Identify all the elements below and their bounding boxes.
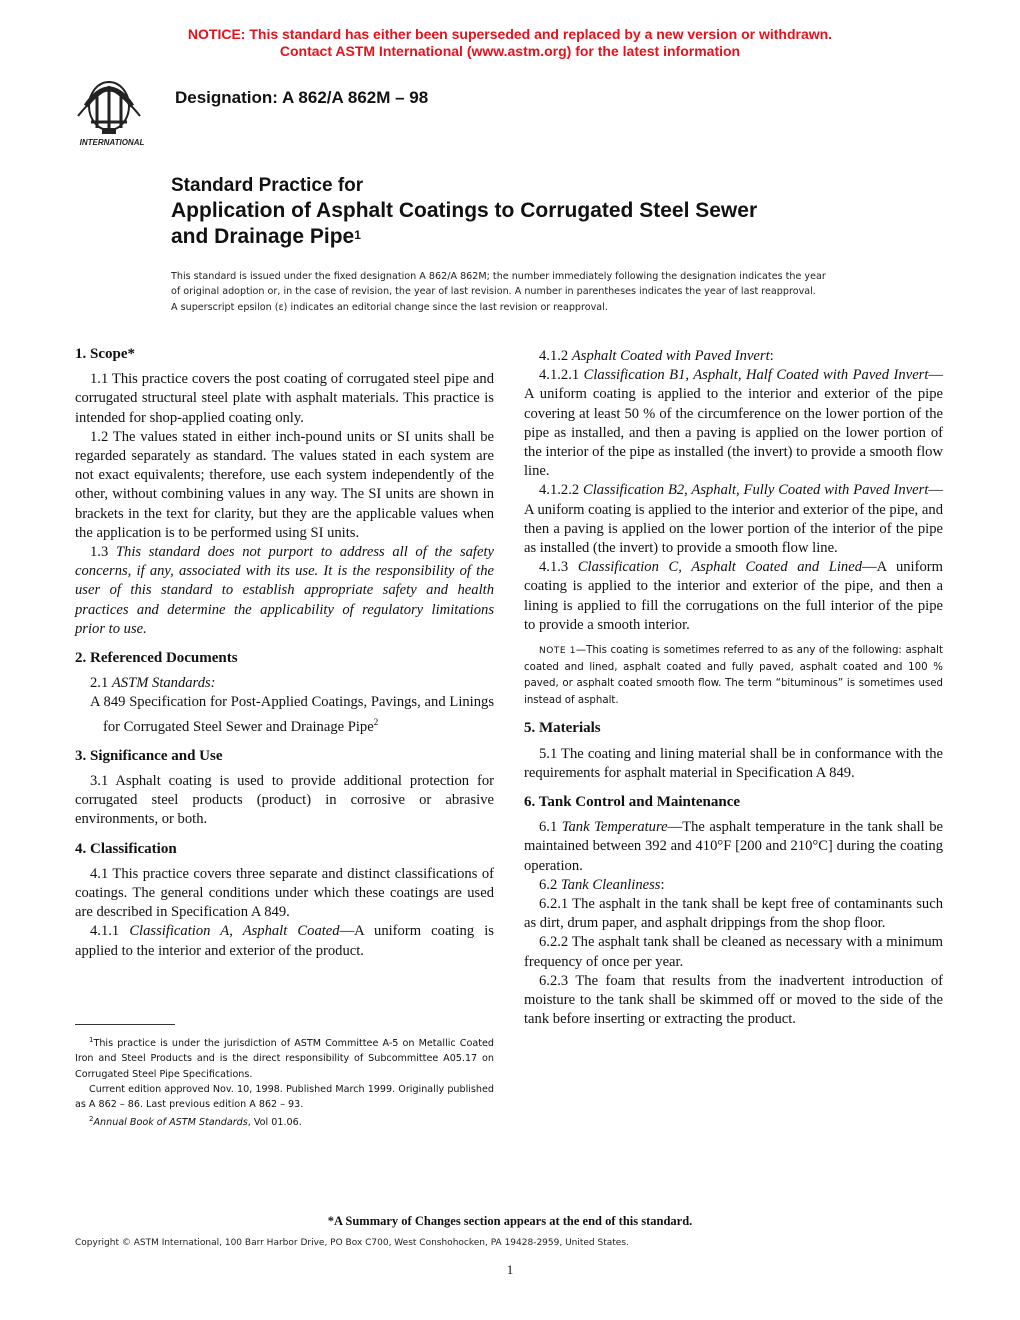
issued-line-2: of original adoption or, in the case of revision, the year of last revision. A number in parentheses indicates the year of last reapproval. [171,286,816,298]
title-footnote-mark: 1 [354,228,361,242]
para-6-2-3: 6.2.3 The foam that results from the inadvertent introduction of moisture to the tank shall be skimmed off or moved to the side of the tank before inserting or extracting the product. [524,972,943,1028]
para-4-1-2-2 [524,481,943,558]
para-1-1: 1.1 This practice covers the post coating of corrugated steel pipe and corrugated structural steel plate with asphalt materials. This practice is intended for shop-applied coating only. [75,371,494,426]
para-4-1-3-term: Classification C, Asphalt Coated and Lined [577,559,863,576]
notice-line-2: Contact ASTM International (www.astm.org) for the latest information [279,43,741,59]
para-4-1-2-colon: : [769,348,774,364]
para-4-1-2-1 [524,366,943,481]
para-4-1-1-term: Classification A, Asphalt Coated [129,923,340,940]
para-6-2-term: Tank Cleanliness [560,876,661,893]
section-heading-tank-control: 6. Tank Control and Maintenance [524,794,741,811]
para-4-1-1 [75,922,494,960]
para-3-1: 3.1 Asphalt coating is used to provide additional protection for corrugated steel products (product) in corrosive or abrasive environments, or both. [75,772,494,828]
para-6-2-num: 6.2 [539,876,561,893]
title-line-3 [171,224,871,250]
title-line-1: Standard Practice for [171,175,364,196]
designation: Designation: A 862/A 862M – 98 [175,88,429,107]
para-2-1-text: ASTM Standards: [111,675,216,692]
footnote-1-edition: Current edition approved Nov. 10, 1998. Published March 1999. Originally published as A 862 – 86. Last previous edition A 862 – 93. [75,1083,494,1110]
reference-a849 [75,693,494,736]
para-2-1 [75,674,494,693]
issued-line-1: This standard is issued under the fixed designation A 862/A 862M; the number immediately following the designation indicates the year [171,271,826,282]
para-4-1-2-term: Asphalt Coated with Paved Invert [571,348,770,364]
copyright: Copyright © ASTM International, 100 Barr Harbor Drive, PO Box C700, West Conshohocken, PA 19428-2959, United States. [75,1238,629,1248]
left-column [75,345,494,961]
title-line-3-text: and Drainage Pipe [171,225,355,248]
right-column [524,347,943,1029]
para-6-2-2: 6.2.2 The asphalt tank shall be cleaned as necessary with a minimum frequency of once per year. [524,934,943,970]
notice-line-1: NOTICE: This standard has either been superseded and replaced by a new version or withdrawn. [187,26,833,42]
section-heading-scope: 1. Scope* [75,346,135,362]
para-1-3 [75,543,494,639]
para-6-1-term: Tank Temperature [561,819,668,836]
footnote-2 [75,1112,494,1130]
para-4-1-2-1-text: —A uniform coating is applied to the interior and exterior of the pipe covering at least 50 % of the circumference on the lower portion of the pipe as installed, and then a paving is applied on the lower portion of the interior of the pipe as installed (the invert) to provide a smooth flow line. [524,367,943,480]
issued-line-3: A superscript epsilon (ε) indicates an editorial change since the last revision or reapproval. [171,301,608,313]
reference-a849-mark: 2 [373,716,379,727]
para-4-1-3 [524,558,943,635]
para-6-2-colon: : [660,876,665,893]
para-4-1-2-2-num: 4.1.2.2 [539,482,583,499]
footnote-2-text: , Vol 01.06. [247,1117,302,1129]
section-heading-classification: 4. Classification [75,840,177,857]
para-6-2 [524,876,943,895]
logo-text: INTERNATIONAL [79,138,145,147]
title-line-2: Application of Asphalt Coatings to Corrugated Steel Sewer [171,199,758,222]
summary-of-changes-note: *A Summary of Changes section appears at the end of this standard. [327,1214,693,1228]
astm-logo-icon [64,76,160,148]
para-6-2-1: 6.2.1 The asphalt in the tank shall be kept free of contaminants such as dirt, drum paper, and asphalt drippings from the shop floor. [524,896,943,932]
document-title [171,174,871,250]
para-6-1-num: 6.1 [539,819,562,836]
page-number: 1 [506,1262,514,1277]
note-1 [524,643,943,709]
para-4-1-3-num: 4.1.3 [539,559,578,576]
para-4-1-2-2-term: Classification B2, Asphalt, Fully Coated with Paved Invert [583,482,929,499]
para-6-1 [524,818,943,876]
issuance-statement [171,269,851,315]
para-1-3-num: 1.3 [90,544,116,561]
footnote-1-mark: 1 [89,1036,94,1044]
para-4-1-2 [524,347,943,366]
note-1-text: —This coating is sometimes referred to as any of the following: asphalt coated and lined, asphalt coated and fully paved, asphalt coated and 100 % paved, or asphalt coated smooth flow. The term “bituminous” is sometimes used instead of asphalt. [524,645,943,706]
para-5-1: 5.1 The coating and lining material shall be in conformance with the requirements for asphalt material in Specification A 849. [524,745,943,781]
para-4-1-2-1-term: Classification B1, Asphalt, Half Coated with Paved Invert [583,367,929,384]
para-4-1-3-text: —A uniform coating is applied to the interior and exterior of the pipe, and then a lining is applied to fill the corrugations on the full interior of the pipe to provide a smooth interior. [524,559,943,633]
para-4-1-1-text: —A uniform coating is applied to the interior and exterior of the product. [75,923,494,959]
section-heading-significance: 3. Significance and Use [75,747,223,764]
para-4-1-2-1-num: 4.1.2.1 [539,367,584,384]
supersession-notice [0,26,1020,60]
footnote-divider [75,1024,175,1025]
para-1-2: 1.2 The values stated in either inch-pound units or SI units shall be regarded separately as standard. The values stated in each system are not exact equivalents; therefore, use each system independently of the other, without combining values in any way. The SI units are shown in brackets in the text for clarity, but they are the applicable values when the application is to be performed using SI units. [75,428,494,541]
footnote-1 [75,1033,494,1082]
para-4-1-2-num: 4.1.2 [539,348,572,364]
note-1-label: NOTE 1 [539,646,576,657]
footnote-1-text: This practice is under the jurisdiction of ASTM Committee A-5 on Metallic Coated Iron and Steel Products and is the direct responsibility of Subcommittee A05.17 on Corrugated Steel Pipe Specifications. [75,1038,494,1080]
footnotes [75,1033,494,1131]
para-2-1-num: 2.1 [90,675,112,692]
para-4-1-1-num: 4.1.1 [90,923,130,940]
para-6-1-text: —The asphalt temperature in the tank shall be maintained between 392 and 410°F [200 and 210°C] during the coating operation. [524,819,943,874]
footnote-2-title: Annual Book of ASTM Standards [93,1117,248,1129]
para-1-3-text: This standard does not purport to address all of the safety concerns, if any, associated with its use. It is the responsibility of the user of this standard to establish appropriate safety and health practices and determine the applicability of regulatory limitations prior to use. [75,544,494,637]
footnote-2-mark: 2 [89,1115,94,1124]
section-heading-referenced-documents: 2. Referenced Documents [75,650,238,667]
reference-a849-text: A 849 Specification for Post-Applied Coatings, Pavings, and Linings for Corrugated Steel Sewer and Drainage Pipe [90,694,494,735]
section-heading-materials: 5. Materials [524,720,601,737]
para-4-1-2-2-text: —A uniform coating is applied to the interior and exterior of the pipe, and then a paving is applied on the lower portion of the interior of the pipe as installed (the invert) to provide a smooth flow line. [524,482,943,557]
para-4-1: 4.1 This practice covers three separate and distinct classifications of coatings. The general conditions under which these coatings are used are described in Specification A 849. [75,865,494,921]
